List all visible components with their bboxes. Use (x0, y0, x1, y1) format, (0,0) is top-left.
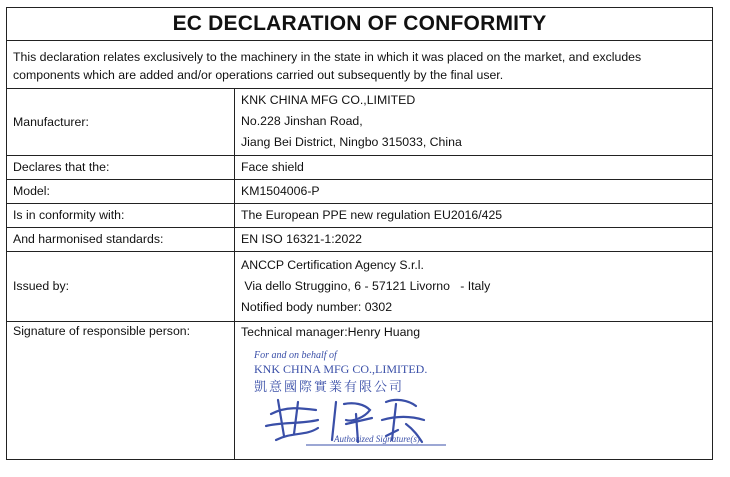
row-signature (7, 321, 712, 459)
model-value: KM1504006-P (235, 179, 713, 203)
row-declares (7, 155, 712, 179)
declares-label: Declares that the: (7, 155, 235, 179)
stamp-line-behalf: For and on behalf of (254, 349, 337, 361)
issued-value (235, 251, 713, 321)
intro-paragraph: This declaration relates exclusively to the machinery in the state in which it was placed on the market, and excludes components which are added and/or operations carried out subsequently by the final user. (7, 41, 712, 89)
standards-value: EN ISO 16321-1:2022 (235, 227, 713, 251)
manufacturer-address-2: Jiang Bei District, Ningbo 315033, China (241, 135, 462, 150)
manufacturer-address-1: No.228 Jinshan Road, (241, 114, 363, 129)
conformity-value: The European PPE new regulation EU2016/425 (235, 203, 713, 227)
declaration-table (7, 89, 712, 459)
row-issued (7, 251, 712, 321)
document-title: EC DECLARATION OF CONFORMITY (7, 8, 712, 41)
stamp-line-authorized: Authorized Signature(s) (334, 433, 420, 444)
declares-value: Face shield (235, 155, 713, 179)
stamp-line-chinese: 凱意國際實業有限公司 (254, 379, 405, 395)
signature-label: Signature of responsible person: (7, 321, 235, 459)
row-standards (7, 227, 712, 251)
model-label: Model: (7, 179, 235, 203)
row-model (7, 179, 712, 203)
row-conformity (7, 203, 712, 227)
conformity-label: Is in conformity with: (7, 203, 235, 227)
manufacturer-label: Manufacturer: (7, 89, 235, 155)
signature-value (235, 321, 713, 459)
row-manufacturer (7, 89, 712, 155)
standards-label: And harmonised standards: (7, 227, 235, 251)
stamp-signature-image (246, 344, 456, 454)
technical-manager: Technical manager:Henry Huang (241, 324, 421, 339)
manufacturer-name: KNK CHINA MFG CO.,LIMITED (241, 93, 416, 108)
issuer-name: ANCCP Certification Agency S.r.l. (241, 257, 424, 272)
declaration-document (6, 7, 713, 460)
stamp-line-company: KNK CHINA MFG CO.,LIMITED. (254, 361, 428, 376)
manufacturer-value (235, 89, 713, 155)
company-stamp (241, 344, 471, 456)
issued-label: Issued by: (7, 251, 235, 321)
issuer-address: Via dello Struggino, 6 - 57121 Livorno - Italy (241, 278, 491, 293)
notified-body-number: Notified body number: 0302 (241, 299, 393, 314)
